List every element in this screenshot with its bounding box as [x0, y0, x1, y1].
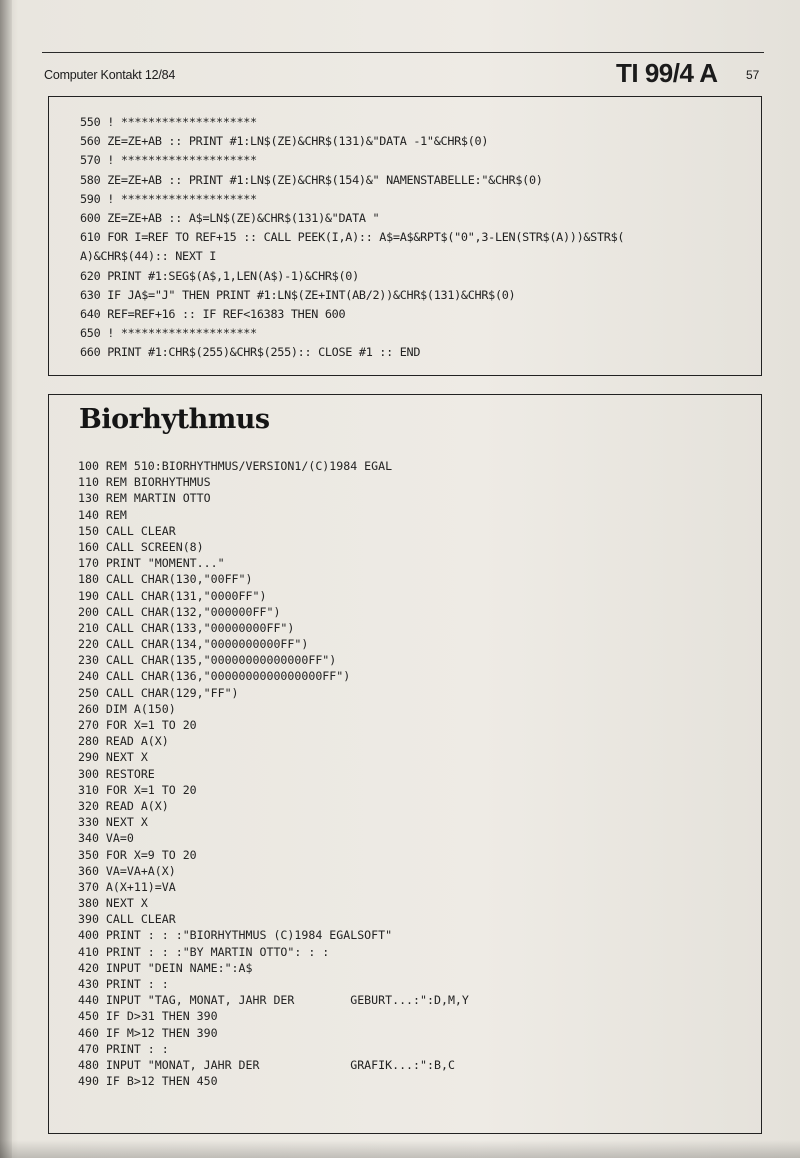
code-line: 550 ! ******************** — [80, 115, 257, 129]
header-rule — [42, 52, 764, 53]
code-line: 460 IF M>12 THEN 390 — [78, 1025, 218, 1040]
code-line: 320 READ A(X) — [78, 798, 169, 813]
code-line: 410 PRINT : : :"BY MARTIN OTTO": : : — [78, 944, 330, 959]
section-title: TI 99/4 A — [616, 58, 718, 88]
page-bottom-shadow — [0, 1140, 800, 1158]
code-line: 400 PRINT : : :"BIORHYTHMUS (C)1984 EGALSOFT" — [78, 928, 393, 943]
code-line: 290 NEXT X — [78, 750, 148, 765]
code-line: 640 REF=REF+16 :: IF REF<16383 THEN 600 — [80, 306, 346, 321]
code-line: 570 ! ******************** — [80, 153, 257, 168]
code-line: 110 REM BIORHYTHMUS — [78, 475, 211, 490]
code-line: 650 ! ******************** — [80, 326, 257, 341]
code-line: 340 VA=0 — [78, 831, 134, 846]
code-line: 140 REM — [78, 507, 127, 522]
code-line: 370 A(X+11)=VA — [78, 879, 176, 894]
code-line: 200 CALL CHAR(132,"000000FF") — [78, 604, 281, 619]
code-line: 270 FOR X=1 TO 20 — [78, 718, 197, 732]
article-title: Biorhythmus — [79, 404, 270, 435]
code-line: 100 REM 510:BIORHYTHMUS/VERSION1/(C)1984 EGAL — [78, 459, 393, 473]
code-line: 190 CALL CHAR(131,"0000FF") — [78, 588, 267, 603]
code-line: 250 CALL CHAR(129,"FF") — [78, 685, 239, 700]
code-line: 380 NEXT X — [78, 896, 148, 911]
code-line: 440 INPUT "TAG, MONAT, JAHR DER GEBURT...:":D,M,Y — [78, 993, 469, 1008]
code-line: 580 ZE=ZE+AB :: PRINT #1:LN$(ZE)&CHR$(154)&" NAMENSTABELLE:"&CHR$(0) — [80, 172, 543, 187]
code-line: 660 PRINT #1:CHR$(255)&CHR$(255):: CLOSE #1 :: END — [80, 345, 421, 360]
code-line: 560 ZE=ZE+AB :: PRINT #1:LN$(ZE)&CHR$(131)&"DATA -1"&CHR$(0) — [80, 134, 489, 149]
code-line: 220 CALL CHAR(134,"0000000000FF") — [78, 637, 309, 652]
listing-continuation — [80, 113, 750, 362]
magazine-issue-label: Computer Kontakt 12/84 — [44, 68, 176, 82]
code-line: A)&CHR$(44):: NEXT I — [80, 249, 217, 264]
code-line: 160 CALL SCREEN(8) — [78, 539, 204, 554]
code-line: 630 IF JA$="J" THEN PRINT #1:LN$(ZE+INT(AB/2))&CHR$(131)&CHR$(0) — [80, 287, 516, 302]
page-spine-shadow — [0, 0, 12, 1158]
code-line: 240 CALL CHAR(136,"0000000000000000FF") — [78, 669, 351, 684]
code-line: 470 PRINT : : — [78, 1041, 169, 1056]
code-line: 420 INPUT "DEIN NAME:":A$ — [78, 960, 253, 975]
code-line: 180 CALL CHAR(130,"00FF") — [78, 572, 253, 587]
code-line: 360 VA=VA+A(X) — [78, 863, 176, 878]
biorhythmus-listing — [78, 458, 748, 1089]
code-line: 130 REM MARTIN OTTO — [78, 491, 211, 506]
code-line: 230 CALL CHAR(135,"00000000000000FF") — [78, 653, 337, 668]
code-line: 590 ! ******************** — [80, 191, 257, 206]
code-line: 390 CALL CLEAR — [78, 912, 176, 927]
code-line: 610 FOR I=REF TO REF+15 :: CALL PEEK(I,A):: A$=A$&RPT$("0",3-LEN(STR$(A)))&STR$( — [80, 230, 625, 245]
code-line: 350 FOR X=9 TO 20 — [78, 847, 197, 862]
code-line: 260 DIM A(150) — [78, 701, 176, 716]
code-line: 330 NEXT X — [78, 815, 148, 830]
page-number: 57 — [746, 68, 760, 82]
code-line: 300 RESTORE — [78, 766, 155, 781]
code-line: 450 IF D>31 THEN 390 — [78, 1009, 218, 1024]
code-line: 490 IF B>12 THEN 450 — [78, 1074, 218, 1089]
code-line: 210 CALL CHAR(133,"00000000FF") — [78, 620, 295, 635]
code-line: 280 READ A(X) — [78, 734, 169, 749]
code-line: 600 ZE=ZE+AB :: A$=LN$(ZE)&CHR$(131)&"DATA " — [80, 210, 380, 225]
code-line: 150 CALL CLEAR — [78, 523, 176, 538]
code-line: 310 FOR X=1 TO 20 — [78, 782, 197, 797]
code-line: 480 INPUT "MONAT, JAHR DER GRAFIK...:":B,C — [78, 1057, 455, 1072]
code-line: 170 PRINT "MOMENT..." — [78, 556, 225, 571]
code-line: 430 PRINT : : — [78, 977, 169, 991]
code-line: 620 PRINT #1:SEG$(A$,1,LEN(A$)-1)&CHR$(0) — [80, 268, 359, 283]
